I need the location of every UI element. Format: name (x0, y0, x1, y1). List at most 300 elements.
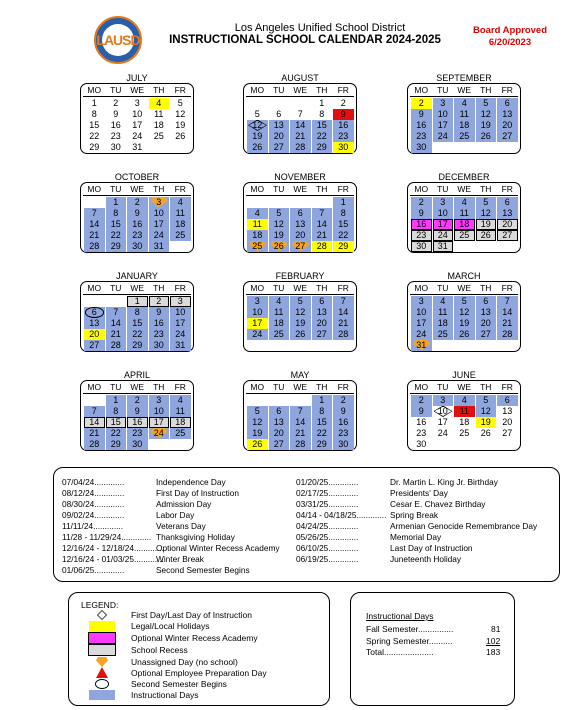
weekday-header: TU (437, 382, 449, 392)
day-number: 5 (483, 98, 489, 108)
legend-title: LEGEND: (81, 600, 119, 610)
day-number: 13 (480, 307, 491, 317)
day-number: 12 (295, 307, 306, 317)
day-cell (84, 131, 105, 142)
day-cell (290, 131, 311, 142)
weekday-header: TU (273, 382, 285, 392)
day-number: 18 (153, 120, 164, 130)
day-cell (433, 109, 454, 120)
day-number: 13 (502, 109, 513, 119)
logo-text: LAUSD (102, 24, 134, 56)
day-number: 23 (132, 428, 143, 438)
weekday-header: TH (153, 283, 165, 293)
day-cell (433, 241, 454, 252)
weekday-header: TH (316, 85, 328, 95)
day-number: 12 (459, 307, 470, 317)
day-number: 24 (153, 230, 164, 240)
day-number: 27 (295, 241, 306, 251)
day-cell (411, 395, 432, 406)
day-cell (454, 109, 475, 120)
day-number: 24 (175, 329, 186, 339)
day-number: 5 (276, 208, 282, 218)
holiday-date-text: 08/30/24 (62, 499, 95, 509)
day-cell (290, 142, 311, 153)
holiday-date-text: 01/20/25 (296, 477, 329, 487)
day-cell (476, 109, 497, 120)
day-cell (127, 417, 148, 428)
holiday-date-text: 05/26/25 (296, 532, 329, 542)
day-number: 2 (418, 197, 424, 207)
day-cell (411, 241, 432, 252)
day-cell (84, 208, 105, 219)
day-cell (433, 417, 454, 428)
day-number: 2 (418, 395, 424, 405)
day-number: 24 (252, 329, 263, 339)
day-number: 7 (504, 296, 510, 306)
holiday-right-name: Juneteenth Holiday (390, 554, 462, 564)
holiday-left-date: 12/16/24 - 12/18/24............. (62, 543, 164, 553)
holiday-left-name: Admission Day (156, 499, 212, 509)
day-number: 13 (273, 417, 284, 427)
day-number: 29 (89, 142, 100, 152)
day-cell (497, 208, 518, 219)
weekday-header: TH (316, 382, 328, 392)
day-number: 30 (338, 439, 349, 449)
day-number: 28 (295, 142, 306, 152)
holiday-date-text: 09/02/24 (62, 510, 95, 520)
day-cell (149, 131, 170, 142)
day-number: 6 (276, 406, 282, 416)
weekday-header: FR (337, 382, 349, 392)
day-number: 20 (502, 120, 513, 130)
month-box (243, 380, 357, 451)
holiday-left-date: 11/28 - 11/29/24............. (62, 532, 152, 542)
day-number: 9 (340, 406, 346, 416)
weekday-header: FR (501, 382, 513, 392)
day-number: 2 (418, 98, 424, 108)
day-number: 10 (252, 307, 263, 317)
day-cell (247, 109, 268, 120)
day-number: 26 (295, 329, 306, 339)
day-number: 21 (338, 318, 349, 328)
day-number: 19 (480, 417, 491, 427)
day-number: 15 (316, 417, 327, 427)
day-number: 30 (338, 142, 349, 152)
weekday-header: TH (480, 382, 492, 392)
total-label: Total..................... (366, 647, 434, 657)
day-cell (290, 318, 311, 329)
day-number: 6 (483, 296, 489, 306)
day-cell (149, 197, 170, 208)
day-cell (84, 98, 105, 109)
day-cell (476, 208, 497, 219)
day-number: 30 (153, 340, 164, 350)
day-cell (127, 296, 148, 307)
holiday-left-date: 08/12/24............. (62, 488, 125, 498)
day-number: 25 (153, 131, 164, 141)
day-number: 3 (177, 296, 183, 306)
day-cell (312, 142, 333, 153)
holiday-right-name: Presidents' Day (390, 488, 448, 498)
holiday-right-name: Spring Break (390, 510, 438, 520)
day-number: 15 (89, 120, 100, 130)
day-number: 9 (134, 406, 140, 416)
day-number: 5 (254, 109, 260, 119)
approval-note (455, 25, 565, 49)
oval-icon (89, 679, 115, 689)
day-cell (454, 296, 475, 307)
day-cell (269, 439, 290, 450)
day-cell (454, 230, 475, 241)
day-number: 19 (175, 120, 186, 130)
day-number: 22 (110, 428, 121, 438)
month-box (80, 83, 194, 154)
day-cell (312, 131, 333, 142)
day-cell (476, 120, 497, 131)
day-cell (312, 109, 333, 120)
day-cell (84, 241, 105, 252)
day-number: 20 (316, 318, 327, 328)
day-number: 24 (437, 131, 448, 141)
day-number: 8 (319, 109, 325, 119)
day-cell (476, 219, 497, 230)
weekday-header: MO (250, 184, 265, 194)
day-number: 30 (416, 142, 427, 152)
day-cell (84, 428, 105, 439)
weekday-header: MO (250, 382, 265, 392)
spring-value: 102 (486, 636, 501, 646)
day-number: 10 (437, 109, 448, 119)
weekday-header: FR (174, 283, 186, 293)
day-number: 8 (113, 406, 119, 416)
day-number: 7 (113, 307, 119, 317)
month-title: JULY (126, 73, 148, 83)
day-cell (247, 406, 268, 417)
month-title: JUNE (452, 370, 476, 380)
holiday-date-text: 03/31/25 (296, 499, 329, 509)
day-cell (170, 109, 191, 120)
day-cell (269, 109, 290, 120)
day-cell (290, 417, 311, 428)
legend-holidays: Legal/Local Holidays (131, 621, 210, 631)
holiday-right-date: 02/17/25............. (296, 488, 359, 498)
diamond-icon (89, 610, 115, 620)
day-cell (247, 318, 268, 329)
day-cell (454, 329, 475, 340)
month-february (243, 271, 357, 353)
weekday-header: TU (273, 184, 285, 194)
day-number: 22 (132, 329, 143, 339)
day-cell (497, 406, 518, 417)
weekday-header: TH (480, 85, 492, 95)
day-cell (106, 241, 127, 252)
holiday-left-name: First Day of Instruction (156, 488, 239, 498)
day-cell (333, 296, 354, 307)
holiday-left-date: 07/04/24............. (62, 477, 125, 487)
day-number: 19 (459, 318, 470, 328)
day-cell (411, 329, 432, 340)
day-number: 18 (175, 219, 186, 229)
fall-label: Fall Semester............... (366, 624, 454, 634)
day-number: 10 (153, 406, 164, 416)
day-number: 31 (175, 340, 186, 350)
day-cell (333, 329, 354, 340)
day-number: 23 (132, 230, 143, 240)
holiday-date-text: 04/14 - 04/18/25 (296, 510, 357, 520)
day-cell (127, 230, 148, 241)
day-number: 23 (153, 329, 164, 339)
day-cell (411, 197, 432, 208)
day-number: 11 (274, 307, 284, 317)
month-april (80, 370, 194, 452)
day-cell (106, 208, 127, 219)
day-number: 14 (89, 417, 100, 427)
day-number: 14 (316, 219, 327, 229)
day-cell (411, 428, 432, 439)
weekday-header: MO (414, 382, 429, 392)
day-cell (106, 307, 127, 318)
weekday-header: FR (337, 184, 349, 194)
day-cell (333, 219, 354, 230)
day-number: 14 (89, 219, 100, 229)
day-number: 19 (252, 428, 263, 438)
day-cell (290, 219, 311, 230)
day-cell (170, 131, 191, 142)
day-number: 16 (110, 120, 121, 130)
day-cell (269, 406, 290, 417)
day-cell (333, 109, 354, 120)
day-cell (106, 230, 127, 241)
day-cell (149, 296, 170, 307)
day-cell (433, 208, 454, 219)
day-cell (127, 340, 148, 351)
month-title: SEPTEMBER (436, 73, 492, 83)
day-number: 22 (89, 131, 100, 141)
approval-label: Board Approved (472, 25, 548, 36)
day-number: 11 (252, 219, 262, 229)
day-cell (411, 318, 432, 329)
day-number: 17 (153, 219, 164, 229)
holiday-left-date: 01/06/25............. (62, 565, 125, 575)
day-number: 5 (483, 197, 489, 207)
day-cell (411, 208, 432, 219)
legend-academy: Optional Winter Recess Academy (131, 633, 258, 643)
day-cell (149, 208, 170, 219)
holiday-right-date: 01/20/25............. (296, 477, 359, 487)
weekday-header: WE (130, 382, 145, 392)
day-cell (454, 406, 475, 417)
day-cell (247, 131, 268, 142)
day-number: 27 (502, 230, 513, 240)
day-cell (170, 208, 191, 219)
day-number: 17 (437, 417, 448, 427)
day-cell (170, 428, 191, 439)
day-number: 29 (316, 142, 327, 152)
day-cell (149, 241, 170, 252)
holiday-date-text: 06/10/25 (296, 543, 329, 553)
day-cell (454, 208, 475, 219)
day-cell (149, 329, 170, 340)
day-cell (433, 131, 454, 142)
day-cell (269, 307, 290, 318)
day-number: 28 (338, 329, 349, 339)
day-cell (290, 230, 311, 241)
day-cell (476, 428, 497, 439)
day-cell (84, 329, 105, 340)
day-number: 25 (175, 428, 186, 438)
day-cell (290, 241, 311, 252)
day-number: 8 (134, 307, 140, 317)
day-cell (84, 318, 105, 329)
month-box (243, 182, 357, 253)
day-cell (454, 318, 475, 329)
instructional-days-box (350, 592, 515, 706)
day-number: 15 (132, 318, 143, 328)
day-cell (170, 406, 191, 417)
day-number: 2 (340, 395, 346, 405)
day-cell (106, 131, 127, 142)
holiday-date-text: 04/24/25 (296, 521, 329, 531)
day-number: 19 (480, 120, 491, 130)
day-cell (269, 318, 290, 329)
day-number: 8 (113, 208, 119, 218)
weekday-header: TH (153, 184, 165, 194)
day-number: 28 (502, 329, 513, 339)
day-number: 14 (110, 318, 121, 328)
legend-swatch-instructional (89, 690, 115, 700)
total-value: 183 (486, 647, 501, 657)
day-number: 27 (502, 428, 513, 438)
day-number: 11 (175, 406, 185, 416)
day-cell (247, 208, 268, 219)
day-number: 5 (254, 406, 260, 416)
day-cell (497, 109, 518, 120)
day-cell (312, 395, 333, 406)
day-cell (290, 307, 311, 318)
day-number: 14 (502, 307, 513, 317)
day-cell (269, 131, 290, 142)
day-cell (84, 406, 105, 417)
legend-swatch-holiday (89, 621, 115, 632)
day-number: 17 (132, 120, 143, 130)
day-number: 3 (418, 296, 424, 306)
day-number: 4 (156, 98, 162, 108)
day-cell (149, 230, 170, 241)
day-number: 22 (338, 230, 349, 240)
day-cell (149, 120, 170, 131)
day-number: 16 (416, 120, 427, 130)
day-number: 14 (295, 417, 306, 427)
day-number: 16 (338, 120, 349, 130)
day-number: 29 (110, 439, 121, 449)
month-box (243, 281, 357, 352)
day-number: 24 (132, 131, 143, 141)
day-number: 21 (89, 428, 100, 438)
day-cell (149, 428, 170, 439)
day-number: 4 (461, 395, 467, 405)
weekday-header: WE (130, 184, 145, 194)
holiday-date-text: 01/06/25 (62, 565, 95, 575)
day-cell (149, 417, 170, 428)
day-number: 31 (416, 340, 427, 350)
day-number: 8 (340, 208, 346, 218)
weekday-header: WE (130, 283, 145, 293)
month-box (80, 182, 194, 253)
holiday-left-date: 11/11/24............. (62, 521, 124, 531)
day-cell (290, 329, 311, 340)
day-number: 9 (418, 109, 424, 119)
day-cell (433, 296, 454, 307)
day-number: 23 (338, 428, 349, 438)
weekday-header: TU (437, 283, 449, 293)
day-cell (312, 219, 333, 230)
instructional-title: Instructional Days (366, 611, 434, 621)
day-cell (312, 329, 333, 340)
holiday-right-name: Cesar E. Chavez Birthday (390, 499, 486, 509)
month-box (80, 380, 194, 451)
day-number: 13 (295, 219, 306, 229)
day-number: 20 (480, 318, 491, 328)
day-cell (149, 406, 170, 417)
day-cell (269, 142, 290, 153)
day-number: 11 (154, 109, 164, 119)
day-number: 27 (480, 329, 491, 339)
day-cell (411, 296, 432, 307)
day-cell (333, 197, 354, 208)
day-number: 16 (416, 417, 427, 427)
day-number: 29 (338, 241, 349, 251)
day-cell (247, 296, 268, 307)
month-box (407, 281, 521, 352)
day-number: 16 (338, 417, 349, 427)
holiday-left-name: Veterans Day (156, 521, 206, 531)
day-cell (127, 395, 148, 406)
day-cell (84, 417, 105, 428)
holiday-date-text: 11/11/24 (62, 521, 94, 531)
day-cell (497, 329, 518, 340)
day-number: 28 (316, 241, 327, 251)
day-number: 6 (504, 98, 510, 108)
triangle-icon (89, 667, 115, 678)
day-cell (333, 208, 354, 219)
weekday-header: TU (437, 184, 449, 194)
day-cell (106, 197, 127, 208)
day-number: 8 (319, 406, 325, 416)
holiday-date-text: 11/28 - 11/29/24 (62, 532, 122, 542)
day-number: 1 (113, 197, 119, 207)
day-number: 17 (437, 120, 448, 130)
weekday-header: MO (87, 85, 102, 95)
day-number: 2 (113, 98, 119, 108)
month-title: APRIL (123, 370, 150, 380)
day-number: 11 (459, 109, 469, 119)
holiday-left-name: Thanksgiving Holiday (156, 532, 235, 542)
day-cell (433, 318, 454, 329)
holiday-date-text: 08/12/24 (62, 488, 95, 498)
month-october (80, 172, 194, 254)
day-number: 3 (156, 395, 162, 405)
day-number: 1 (319, 98, 325, 108)
day-cell (84, 142, 105, 153)
day-number: 24 (416, 329, 427, 339)
month-box (243, 83, 357, 154)
weekday-header: FR (174, 184, 186, 194)
weekday-header: WE (293, 283, 308, 293)
day-number: 21 (295, 428, 306, 438)
day-number: 27 (273, 439, 284, 449)
month-title: NOVEMBER (274, 172, 326, 182)
holiday-right-date: 03/31/25............. (296, 499, 359, 509)
